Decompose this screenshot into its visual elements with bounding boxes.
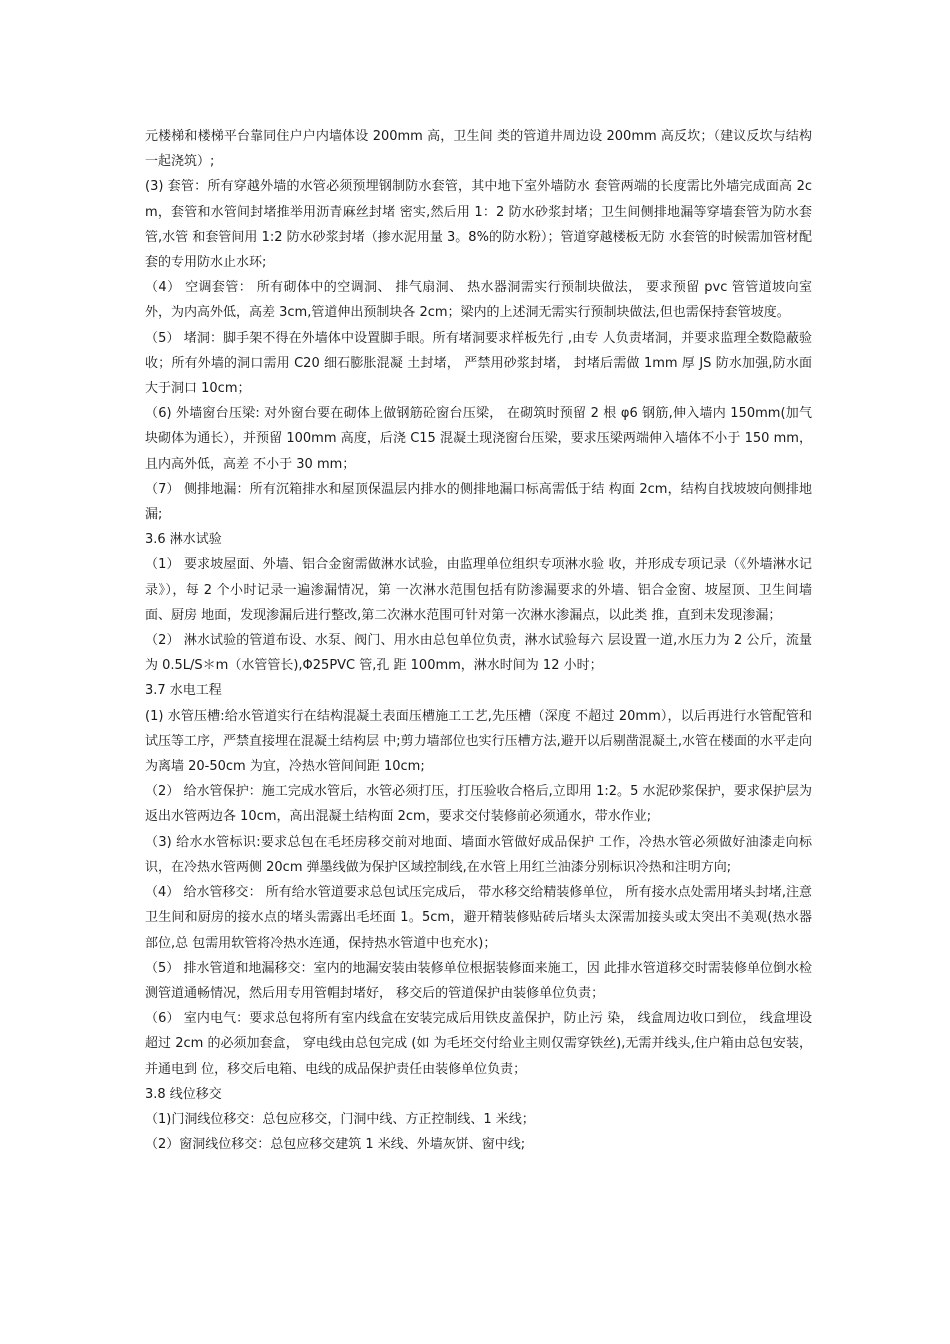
- paragraph-3-7-3: （3) 给水水管标识:要求总包在毛坯房移交前对地面、墙面水管做好成品保护 工作，冷热水管必须做好油漆走向标识，在冷热水管两侧 20cm 弹墨线做为保护区域控制线,在水管上用红兰油漆分别标识冷热和注明方向;: [145, 834, 812, 875]
- paragraph-3-7-1: (1) 水管压槽:给水管道实行在结构混凝土表面压槽施工工艺,先压槽（深度 不超过 20mm），以后再进行水管配管和试压等工序，严禁直接埋在混凝土结构层 中;剪力墙部位也实行压槽方法,避开以后剔凿混凝土,水管在楼面的水平走向 为离墙 20-50cm 为宜，冷热水管间间距 10cm;: [145, 708, 812, 775]
- paragraph-6-window-sill: （6) 外墙窗台压梁: 对外窗台要在砌体上做钢筋砼窗台压梁， 在砌筑时预留 2 根 φ6 钢筋,伸入墙内 150mm(加气块砌体为通长），并预留 100mm 高度，后浇 C15 混凝土现浇窗台压梁，要求压梁两端伸入墙体不小于 150 mm，且内高外低，高差 不小于 30 mm；: [145, 406, 812, 472]
- paragraph-3-7-6: （6） 室内电气：要求总包将所有室内线盒在安装完成后用铁皮盖保护，防止污 染， 线盒周边收口到位， 线盒埋设超过 2cm 的必须加套盒， 穿电线由总包完成 (如 为毛坯交付给业主则仅需穿铁丝),无需并线头,住户箱由总包安装，并通电到 位，移交后电箱、电线的成品保护责任由装修单位负责；: [145, 1011, 812, 1077]
- heading-3-7: 3.7 水电工程: [145, 683, 222, 699]
- paragraph-3-8-2: （2）窗洞线位移交：总包应移交建筑 1 米线、外墙灰饼、窗中线;: [145, 1137, 526, 1153]
- paragraph-4-ac-sleeve: （4） 空调套管： 所有砌体中的空调洞、 排气扇洞、 热水器洞需实行预制块做法， 要求预留 pvc 管管道坡向室外，为内高外低，高差 3cm,管道伸出预制块各 2cm；梁内的上述洞无需实行预制块做法,但也需保持套管坡度。: [145, 280, 812, 321]
- paragraph-3-7-4: （4） 给水管移交： 所有给水管道要求总包试压完成后， 带水移交给精装修单位， 所有接水点处需用堵头封堵,注意卫生间和厨房的接水点的堵头需露出毛坯面 1。5cm，避开精装修贴砖后堵头太深需加接头或太突出不美观(热水器部位,总 包需用软管将冷热水连通，保持热水管道中也充水)；: [145, 885, 812, 951]
- paragraph-3-6-2: （2） 淋水试验的管道布设、水泵、阀门、用水由总包单位负责，淋水试验每六 层设置一道,水压力为 2 公斤，流量为 0.5L/S＊m（水管管长),Φ25PVC 管,孔 距 100mm，淋水时间为 12 小时；: [145, 633, 812, 674]
- paragraph-threshold-curb: 元楼梯和楼梯平台靠同住户户内墙体设 200mm 高，卫生间 类的管道井周边设 200mm 高反坎；（建议反坎与结构一起浇筑）;: [145, 129, 812, 170]
- paragraph-3-7-5: （5） 排水管道和地漏移交：室内的地漏安装由装修单位根据装修面来施工，因 此排水管道移交时需装修单位倒水检测管道通畅情况，然后用专用管帽封堵好， 移交后的管道保护由装修单位负责；: [145, 960, 812, 1001]
- document-body: [145, 124, 812, 1157]
- heading-3-8: 3.8 线位移交: [145, 1086, 222, 1102]
- paragraph-3-7-2: （2） 给水管保护：施工完成水管后，水管必须打压，打压验收合格后,立即用 1:2。5 水泥砂浆保护，要求保护层为返出水管两边各 10cm，高出混凝土结构面 2cm，要求交付装修前必须通水，带水作业;: [145, 784, 812, 825]
- paragraph-3-6-1: （1） 要求坡屋面、外墙、铝合金窗需做淋水试验，由监理单位组织专项淋水验 收，并形成专项记录（《外墙淋水记录》），每 2 个小时记录一遍渗漏情况，第 一次淋水范围包括有防渗漏要求的外墙、铝合金窗、坡屋顶、卫生间墙面、厨房 地面，发现渗漏后进行整改,第二次淋水范围可针对第一次淋水渗漏点，以此类 推，直到未发现渗漏；: [145, 557, 812, 623]
- paragraph-3-8-1: （1)门洞线位移交：总包应移交，门洞中线、方正控制线、1 米线；: [145, 1111, 535, 1127]
- paragraph-5-hole-plugging: （5） 堵洞：脚手架不得在外墙体中设置脚手眼。所有堵洞要求样板先行 ,由专 人负责堵洞，并要求监理全数隐蔽验收；所有外墙的洞口需用 C20 细石膨胀混凝 土封堵， 严禁用砂浆封堵， 封堵后需做 1mm 厚 JS 防水加强,防水面大于洞口 10cm；: [145, 330, 812, 397]
- paragraph-7-side-drain: （7） 侧排地漏：所有沉箱排水和屋顶保温层内排水的侧排地漏口标高需低于结 构面 2cm，结构自找坡坡向侧排地漏;: [145, 481, 812, 523]
- heading-3-6: 3.6 淋水试验: [145, 532, 222, 548]
- paragraph-3-sleeve: (3) 套管：所有穿越外墙的水管必须预埋钢制防水套管，其中地下室外墙防水 套管两端的长度需比外墙完成面高 2cm，套管和水管间封堵推举用沥青麻丝封堵 密实,然后用 1：2 防水砂浆封堵；卫生间侧排地漏等穿墙套管为防水套管,水管 和套管间用 1:2 防水砂浆封堵（掺水泥用量 3。8%的防水粉）；管道穿越楼板无防 水套管的时候需加管材配套的专用防水止水环;: [145, 179, 812, 271]
